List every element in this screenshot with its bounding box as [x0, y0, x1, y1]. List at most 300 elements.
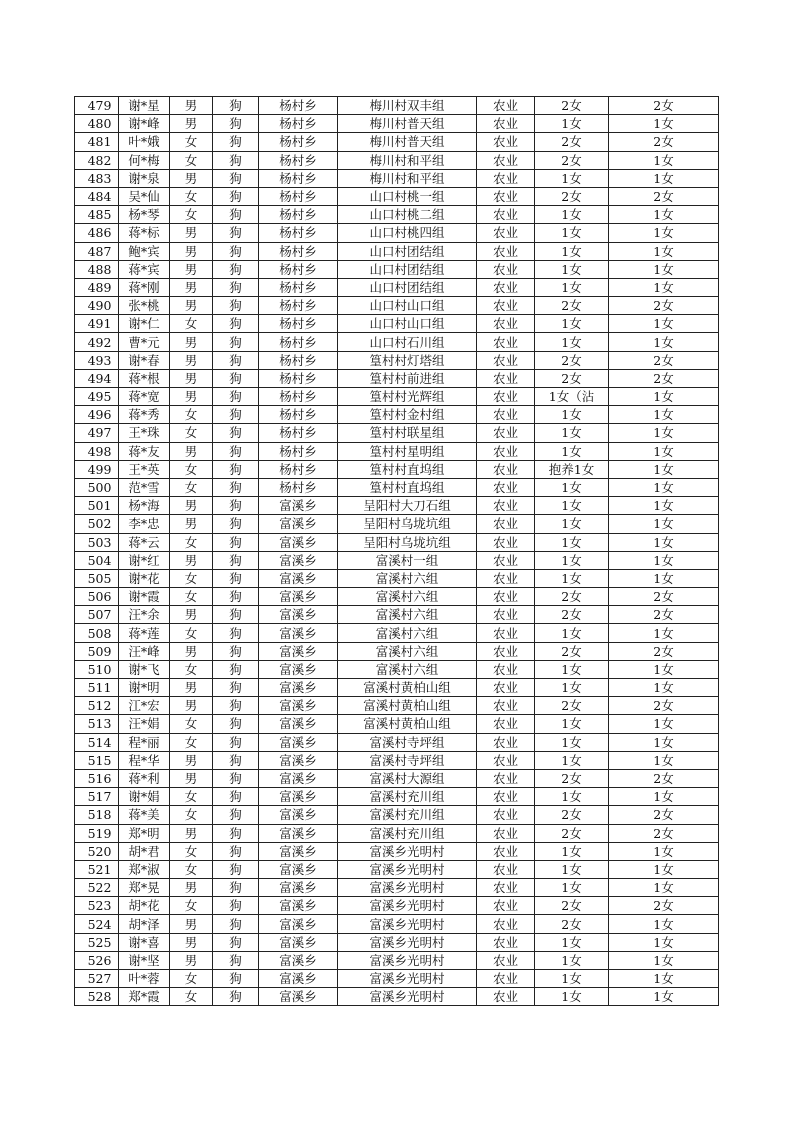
children-cell-2: 2女: [609, 187, 719, 205]
name-cell: 谢*星: [119, 97, 170, 115]
zodiac-cell: 狗: [213, 388, 259, 406]
children-cell-2: 1女: [609, 315, 719, 333]
table-row: [75, 679, 719, 697]
table-row: [75, 879, 719, 897]
zodiac-cell: 狗: [213, 315, 259, 333]
name-cell: 胡*花: [119, 897, 170, 915]
village-group-cell: 富溪村充川组: [338, 788, 477, 806]
gender-cell: 女: [170, 406, 213, 424]
children-cell-2: 1女: [609, 988, 719, 1006]
children-cell: 1女: [535, 442, 609, 460]
children-cell: 2女: [535, 588, 609, 606]
name-cell: 谢*春: [119, 351, 170, 369]
township-cell: 富溪乡: [259, 988, 338, 1006]
children-cell: 1女: [535, 660, 609, 678]
name-cell: 蒋*刚: [119, 278, 170, 296]
township-cell: 杨村乡: [259, 278, 338, 296]
row-number: 492: [75, 333, 119, 351]
village-group-cell: 富溪乡光明村: [338, 897, 477, 915]
name-cell: 郑*淑: [119, 860, 170, 878]
zodiac-cell: 狗: [213, 988, 259, 1006]
zodiac-cell: 狗: [213, 933, 259, 951]
gender-cell: 女: [170, 788, 213, 806]
village-group-cell: 富溪村六组: [338, 588, 477, 606]
village-group-cell: 富溪乡光明村: [338, 879, 477, 897]
children-cell: 1女: [535, 515, 609, 533]
children-cell-2: 1女: [609, 115, 719, 133]
children-cell-2: 1女: [609, 460, 719, 478]
name-cell: 谢*花: [119, 569, 170, 587]
zodiac-cell: 狗: [213, 551, 259, 569]
occupation-cell: 农业: [477, 406, 535, 424]
children-cell-2: 1女: [609, 551, 719, 569]
gender-cell: 男: [170, 606, 213, 624]
children-cell-2: 1女: [609, 624, 719, 642]
zodiac-cell: 狗: [213, 97, 259, 115]
row-number: 504: [75, 551, 119, 569]
occupation-cell: 农业: [477, 115, 535, 133]
village-group-cell: 篁村村星明组: [338, 442, 477, 460]
name-cell: 叶*蓉: [119, 970, 170, 988]
row-number: 526: [75, 951, 119, 969]
township-cell: 杨村乡: [259, 242, 338, 260]
children-cell: 2女: [535, 351, 609, 369]
children-cell-2: 2女: [609, 642, 719, 660]
zodiac-cell: 狗: [213, 115, 259, 133]
zodiac-cell: 狗: [213, 406, 259, 424]
children-cell-2: 1女: [609, 860, 719, 878]
gender-cell: 女: [170, 206, 213, 224]
row-number: 528: [75, 988, 119, 1006]
occupation-cell: 农业: [477, 733, 535, 751]
occupation-cell: 农业: [477, 133, 535, 151]
occupation-cell: 农业: [477, 151, 535, 169]
gender-cell: 女: [170, 533, 213, 551]
children-cell-2: 2女: [609, 697, 719, 715]
children-cell-2: 2女: [609, 806, 719, 824]
children-cell-2: 1女: [609, 424, 719, 442]
township-cell: 富溪乡: [259, 769, 338, 787]
township-cell: 富溪乡: [259, 606, 338, 624]
village-group-cell: 富溪村寺坪组: [338, 751, 477, 769]
occupation-cell: 农业: [477, 497, 535, 515]
table-row: [75, 915, 719, 933]
children-cell: 2女: [535, 824, 609, 842]
row-number: 509: [75, 642, 119, 660]
table-row: [75, 187, 719, 205]
zodiac-cell: 狗: [213, 769, 259, 787]
township-cell: 杨村乡: [259, 115, 338, 133]
children-cell: 2女: [535, 133, 609, 151]
table-row: [75, 569, 719, 587]
village-group-cell: 山口村团结组: [338, 260, 477, 278]
children-cell: 1女: [535, 278, 609, 296]
township-cell: 杨村乡: [259, 478, 338, 496]
gender-cell: 女: [170, 460, 213, 478]
gender-cell: 女: [170, 806, 213, 824]
gender-cell: 女: [170, 660, 213, 678]
zodiac-cell: 狗: [213, 151, 259, 169]
zodiac-cell: 狗: [213, 697, 259, 715]
children-cell-2: 1女: [609, 169, 719, 187]
village-group-cell: 山口村桃二组: [338, 206, 477, 224]
name-cell: 谢*喜: [119, 933, 170, 951]
township-cell: 富溪乡: [259, 842, 338, 860]
children-cell: 2女: [535, 769, 609, 787]
occupation-cell: 农业: [477, 97, 535, 115]
table-row: [75, 460, 719, 478]
row-number: 484: [75, 187, 119, 205]
township-cell: 杨村乡: [259, 169, 338, 187]
children-cell-2: 1女: [609, 533, 719, 551]
children-cell: 1女: [535, 624, 609, 642]
gender-cell: 男: [170, 224, 213, 242]
occupation-cell: 农业: [477, 788, 535, 806]
table-row: [75, 260, 719, 278]
children-cell-2: 1女: [609, 951, 719, 969]
row-number: 502: [75, 515, 119, 533]
children-cell-2: 1女: [609, 715, 719, 733]
village-group-cell: 篁村村直坞组: [338, 460, 477, 478]
table-row: [75, 551, 719, 569]
zodiac-cell: 狗: [213, 788, 259, 806]
row-number: 524: [75, 915, 119, 933]
row-number: 490: [75, 297, 119, 315]
children-cell-2: 1女: [609, 970, 719, 988]
occupation-cell: 农业: [477, 642, 535, 660]
table-row: [75, 206, 719, 224]
zodiac-cell: 狗: [213, 133, 259, 151]
table-row: [75, 842, 719, 860]
village-group-cell: 篁村村光辉组: [338, 388, 477, 406]
occupation-cell: 农业: [477, 679, 535, 697]
name-cell: 谢*明: [119, 679, 170, 697]
name-cell: 郑*霞: [119, 988, 170, 1006]
township-cell: 富溪乡: [259, 697, 338, 715]
table-row: [75, 242, 719, 260]
village-group-cell: 富溪村黄柏山组: [338, 679, 477, 697]
row-number: 503: [75, 533, 119, 551]
occupation-cell: 农业: [477, 751, 535, 769]
gender-cell: 男: [170, 242, 213, 260]
name-cell: 谢*泉: [119, 169, 170, 187]
township-cell: 富溪乡: [259, 970, 338, 988]
row-number: 488: [75, 260, 119, 278]
children-cell: 2女: [535, 151, 609, 169]
village-group-cell: 呈阳村乌垅坑组: [338, 533, 477, 551]
table-row: [75, 515, 719, 533]
table-row: [75, 970, 719, 988]
table-row: [75, 278, 719, 296]
name-cell: 李*忠: [119, 515, 170, 533]
name-cell: 谢*坚: [119, 951, 170, 969]
zodiac-cell: 狗: [213, 842, 259, 860]
zodiac-cell: 狗: [213, 442, 259, 460]
children-cell-2: 2女: [609, 133, 719, 151]
children-cell: 1女: [535, 951, 609, 969]
zodiac-cell: 狗: [213, 715, 259, 733]
children-cell: 1女: [535, 679, 609, 697]
township-cell: 杨村乡: [259, 424, 338, 442]
gender-cell: 男: [170, 697, 213, 715]
name-cell: 王*英: [119, 460, 170, 478]
township-cell: 杨村乡: [259, 369, 338, 387]
row-number: 512: [75, 697, 119, 715]
name-cell: 蒋*宽: [119, 388, 170, 406]
name-cell: 鲍*宾: [119, 242, 170, 260]
row-number: 506: [75, 588, 119, 606]
gender-cell: 男: [170, 515, 213, 533]
township-cell: 杨村乡: [259, 206, 338, 224]
children-cell: 1女: [535, 788, 609, 806]
gender-cell: 女: [170, 478, 213, 496]
records-table-body: [75, 97, 719, 1006]
township-cell: 富溪乡: [259, 515, 338, 533]
name-cell: 蒋*宾: [119, 260, 170, 278]
table-row: [75, 351, 719, 369]
table-row: [75, 497, 719, 515]
table-row: [75, 933, 719, 951]
gender-cell: 女: [170, 715, 213, 733]
village-group-cell: 富溪村大源组: [338, 769, 477, 787]
township-cell: 富溪乡: [259, 915, 338, 933]
children-cell-2: 1女: [609, 260, 719, 278]
zodiac-cell: 狗: [213, 260, 259, 278]
zodiac-cell: 狗: [213, 460, 259, 478]
occupation-cell: 农业: [477, 897, 535, 915]
zodiac-cell: 狗: [213, 206, 259, 224]
township-cell: 杨村乡: [259, 388, 338, 406]
children-cell-2: 1女: [609, 879, 719, 897]
township-cell: 富溪乡: [259, 642, 338, 660]
zodiac-cell: 狗: [213, 860, 259, 878]
gender-cell: 女: [170, 624, 213, 642]
table-row: [75, 715, 719, 733]
gender-cell: 女: [170, 151, 213, 169]
village-group-cell: 篁村村直坞组: [338, 478, 477, 496]
row-number: 495: [75, 388, 119, 406]
village-group-cell: 梅川村普天组: [338, 115, 477, 133]
village-group-cell: 富溪乡光明村: [338, 842, 477, 860]
township-cell: 富溪乡: [259, 951, 338, 969]
occupation-cell: 农业: [477, 697, 535, 715]
gender-cell: 女: [170, 970, 213, 988]
gender-cell: 男: [170, 115, 213, 133]
children-cell: 1女: [535, 860, 609, 878]
township-cell: 富溪乡: [259, 624, 338, 642]
zodiac-cell: 狗: [213, 915, 259, 933]
occupation-cell: 农业: [477, 351, 535, 369]
zodiac-cell: 狗: [213, 424, 259, 442]
village-group-cell: 篁村村联星组: [338, 424, 477, 442]
children-cell-2: 1女: [609, 278, 719, 296]
gender-cell: 男: [170, 879, 213, 897]
zodiac-cell: 狗: [213, 297, 259, 315]
name-cell: 蒋*美: [119, 806, 170, 824]
table-row: [75, 151, 719, 169]
children-cell-2: 1女: [609, 206, 719, 224]
village-group-cell: 富溪乡光明村: [338, 915, 477, 933]
village-group-cell: 呈阳村乌垅坑组: [338, 515, 477, 533]
township-cell: 富溪乡: [259, 733, 338, 751]
gender-cell: 女: [170, 187, 213, 205]
row-number: 489: [75, 278, 119, 296]
children-cell: 1女: [535, 933, 609, 951]
children-cell-2: 1女: [609, 679, 719, 697]
village-group-cell: 梅川村双丰组: [338, 97, 477, 115]
children-cell-2: 1女: [609, 788, 719, 806]
table-row: [75, 642, 719, 660]
row-number: 487: [75, 242, 119, 260]
children-cell-2: 1女: [609, 333, 719, 351]
children-cell: 1女: [535, 569, 609, 587]
gender-cell: 女: [170, 315, 213, 333]
gender-cell: 女: [170, 842, 213, 860]
township-cell: 富溪乡: [259, 660, 338, 678]
occupation-cell: 农业: [477, 715, 535, 733]
zodiac-cell: 狗: [213, 224, 259, 242]
children-cell: 1女: [535, 169, 609, 187]
table-row: [75, 897, 719, 915]
table-row: [75, 424, 719, 442]
name-cell: 蒋*利: [119, 769, 170, 787]
village-group-cell: 富溪村充川组: [338, 824, 477, 842]
township-cell: 富溪乡: [259, 715, 338, 733]
children-cell: 1女（沾: [535, 388, 609, 406]
children-cell-2: 2女: [609, 351, 719, 369]
name-cell: 汪*娟: [119, 715, 170, 733]
gender-cell: 男: [170, 351, 213, 369]
zodiac-cell: 狗: [213, 278, 259, 296]
row-number: 525: [75, 933, 119, 951]
township-cell: 杨村乡: [259, 297, 338, 315]
gender-cell: 女: [170, 133, 213, 151]
children-cell-2: 1女: [609, 915, 719, 933]
township-cell: 杨村乡: [259, 224, 338, 242]
village-group-cell: 富溪乡光明村: [338, 988, 477, 1006]
table-row: [75, 860, 719, 878]
zodiac-cell: 狗: [213, 351, 259, 369]
village-group-cell: 富溪村六组: [338, 660, 477, 678]
occupation-cell: 农业: [477, 842, 535, 860]
name-cell: 曹*元: [119, 333, 170, 351]
township-cell: 杨村乡: [259, 442, 338, 460]
village-group-cell: 篁村村灯塔组: [338, 351, 477, 369]
table-row: [75, 988, 719, 1006]
occupation-cell: 农业: [477, 388, 535, 406]
occupation-cell: 农业: [477, 297, 535, 315]
children-cell: 1女: [535, 224, 609, 242]
zodiac-cell: 狗: [213, 970, 259, 988]
row-number: 498: [75, 442, 119, 460]
row-number: 482: [75, 151, 119, 169]
row-number: 520: [75, 842, 119, 860]
name-cell: 郑*晃: [119, 879, 170, 897]
table-row: [75, 751, 719, 769]
children-cell-2: 1女: [609, 569, 719, 587]
township-cell: 富溪乡: [259, 751, 338, 769]
village-group-cell: 富溪村黄柏山组: [338, 697, 477, 715]
village-group-cell: 富溪乡光明村: [338, 970, 477, 988]
occupation-cell: 农业: [477, 660, 535, 678]
name-cell: 汪*余: [119, 606, 170, 624]
children-cell: 1女: [535, 406, 609, 424]
children-cell-2: 1女: [609, 406, 719, 424]
township-cell: 杨村乡: [259, 315, 338, 333]
village-group-cell: 富溪乡光明村: [338, 933, 477, 951]
children-cell: 1女: [535, 970, 609, 988]
row-number: 513: [75, 715, 119, 733]
township-cell: 杨村乡: [259, 460, 338, 478]
zodiac-cell: 狗: [213, 624, 259, 642]
children-cell: 1女: [535, 115, 609, 133]
occupation-cell: 农业: [477, 860, 535, 878]
children-cell-2: 2女: [609, 606, 719, 624]
name-cell: 谢*飞: [119, 660, 170, 678]
township-cell: 富溪乡: [259, 569, 338, 587]
occupation-cell: 农业: [477, 933, 535, 951]
gender-cell: 男: [170, 769, 213, 787]
gender-cell: 男: [170, 915, 213, 933]
row-number: 499: [75, 460, 119, 478]
name-cell: 杨*海: [119, 497, 170, 515]
children-cell-2: 1女: [609, 478, 719, 496]
village-group-cell: 富溪乡光明村: [338, 860, 477, 878]
gender-cell: 男: [170, 97, 213, 115]
occupation-cell: 农业: [477, 569, 535, 587]
occupation-cell: 农业: [477, 624, 535, 642]
zodiac-cell: 狗: [213, 679, 259, 697]
zodiac-cell: 狗: [213, 951, 259, 969]
children-cell-2: 2女: [609, 297, 719, 315]
occupation-cell: 农业: [477, 606, 535, 624]
name-cell: 胡*君: [119, 842, 170, 860]
name-cell: 江*宏: [119, 697, 170, 715]
gender-cell: 男: [170, 679, 213, 697]
occupation-cell: 农业: [477, 879, 535, 897]
children-cell: 1女: [535, 424, 609, 442]
occupation-cell: 农业: [477, 988, 535, 1006]
occupation-cell: 农业: [477, 260, 535, 278]
table-row: [75, 788, 719, 806]
children-cell: 2女: [535, 606, 609, 624]
children-cell: 抱养1女: [535, 460, 609, 478]
occupation-cell: 农业: [477, 424, 535, 442]
village-group-cell: 山口村山口组: [338, 297, 477, 315]
children-cell-2: 1女: [609, 515, 719, 533]
occupation-cell: 农业: [477, 769, 535, 787]
name-cell: 郑*明: [119, 824, 170, 842]
row-number: 494: [75, 369, 119, 387]
township-cell: 富溪乡: [259, 824, 338, 842]
township-cell: 富溪乡: [259, 897, 338, 915]
township-cell: 杨村乡: [259, 133, 338, 151]
table-row: [75, 115, 719, 133]
name-cell: 谢*红: [119, 551, 170, 569]
township-cell: 杨村乡: [259, 187, 338, 205]
table-row: [75, 733, 719, 751]
children-cell-2: 2女: [609, 897, 719, 915]
village-group-cell: 富溪村六组: [338, 569, 477, 587]
children-cell-2: 1女: [609, 660, 719, 678]
occupation-cell: 农业: [477, 369, 535, 387]
village-group-cell: 梅川村和平组: [338, 169, 477, 187]
children-cell: 1女: [535, 551, 609, 569]
children-cell: 1女: [535, 315, 609, 333]
zodiac-cell: 狗: [213, 588, 259, 606]
zodiac-cell: 狗: [213, 569, 259, 587]
row-number: 497: [75, 424, 119, 442]
